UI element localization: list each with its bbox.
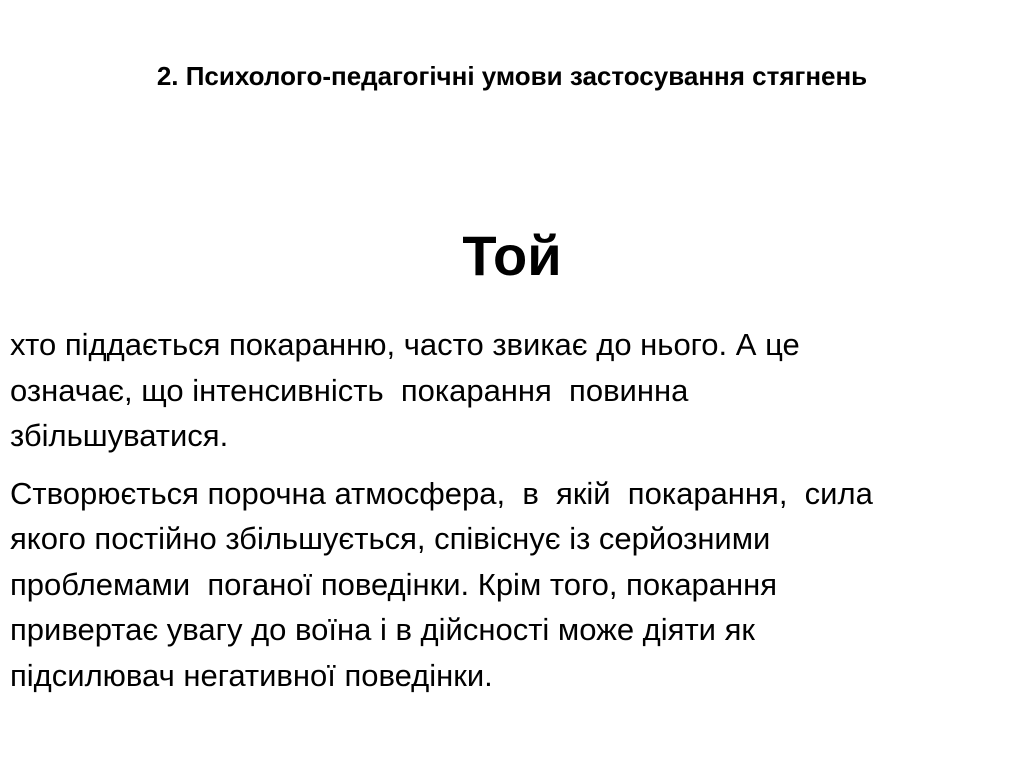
paragraph-line: збільшуватися. [10,418,229,453]
slide-title: 2. Психолого-педагогічні умови застосування стягнень [156,61,868,91]
paragraph-2 [10,471,1014,699]
paragraph-line: проблемами поганої поведінки. Крім того, покарання [10,566,778,602]
paragraph-line: привертає увагу до воїна і в дійсності може діяти як [10,612,755,647]
section-heading: Той [462,224,562,287]
paragraph-line: Створюється порочна атмосфера, в якій покарання, сила [10,475,873,511]
paragraph-line: якого постійно збільшується, співіснує із серйозними [10,521,771,556]
paragraph-line: хто піддається покаранню, часто звикає до нього. А це [10,327,800,362]
paragraph-line: означає, що інтенсивність покарання повинна [10,372,689,408]
paragraph-1 [10,322,1014,459]
slide-body [10,322,1014,698]
paragraph-line: підсилювач негативної поведінки. [10,657,493,693]
